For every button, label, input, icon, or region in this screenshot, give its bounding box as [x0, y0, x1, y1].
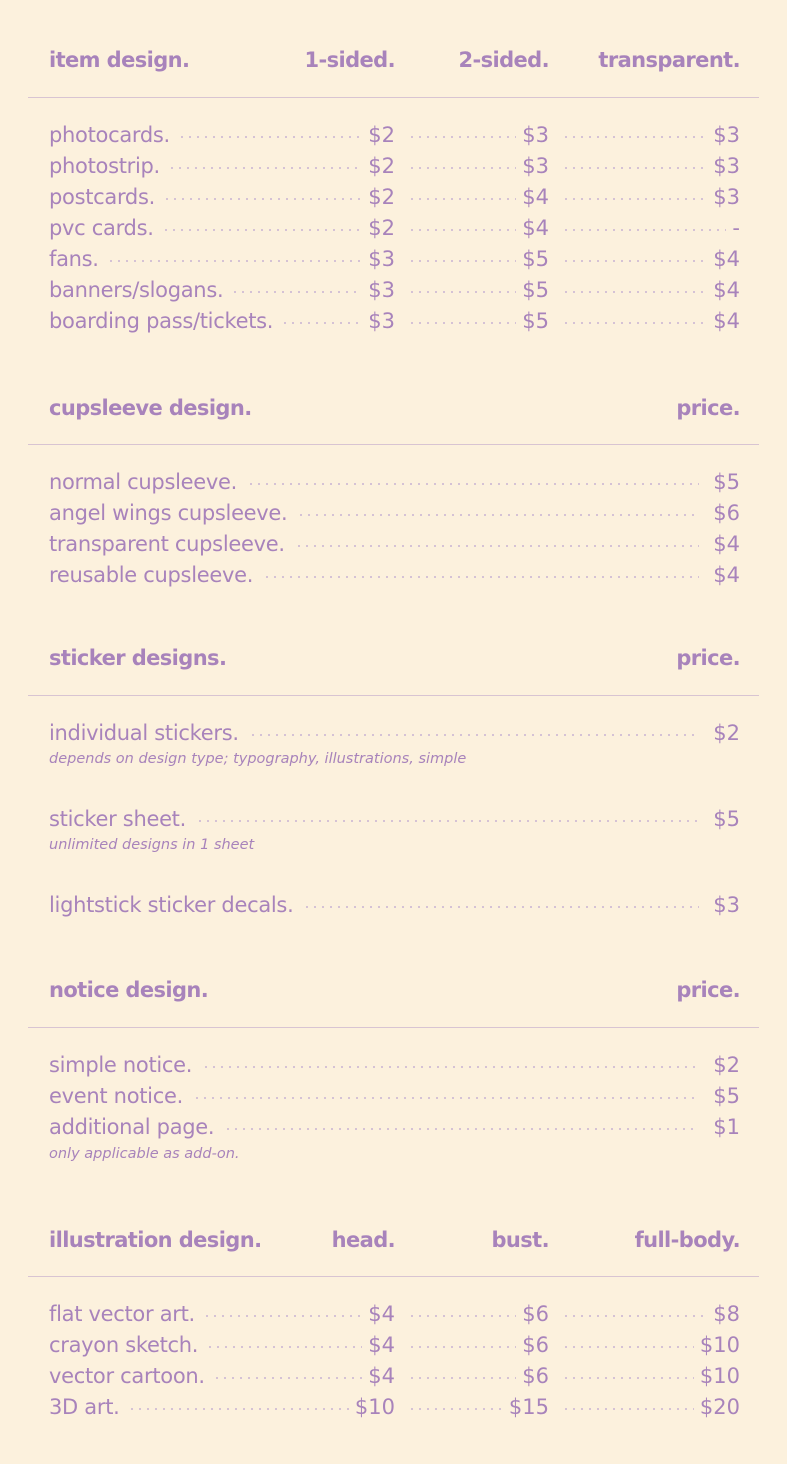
price-value: $4 — [713, 563, 740, 587]
section-title: item design. — [49, 48, 190, 72]
item-name: simple notice. — [49, 1053, 193, 1077]
leader-dots — [178, 136, 362, 138]
section-header — [0, 45, 787, 75]
list-item — [0, 244, 787, 274]
list-item — [0, 1112, 787, 1142]
price-value: $5 — [713, 1084, 740, 1108]
price-value: $5 — [713, 470, 740, 494]
section-header — [0, 643, 787, 673]
price-value: $6 — [522, 1302, 549, 1326]
list-item — [0, 1361, 787, 1391]
section-divider — [28, 97, 759, 98]
leader-dots — [562, 291, 707, 293]
list-item — [0, 1330, 787, 1360]
section-divider — [28, 1276, 759, 1277]
leader-dots — [128, 1408, 349, 1410]
list-item — [0, 718, 787, 748]
price-value: $5 — [713, 807, 740, 831]
leader-dots — [162, 229, 363, 231]
leader-dots — [263, 576, 699, 578]
list-item — [0, 1050, 787, 1080]
item-name: vector cartoon. — [49, 1364, 205, 1388]
column-header: bust. — [491, 1228, 549, 1252]
price-value: $3 — [713, 123, 740, 147]
price-value: $2 — [368, 185, 395, 209]
leader-dots — [193, 1097, 699, 1099]
leader-dots — [562, 1346, 694, 1348]
price-value: $4 — [713, 247, 740, 271]
price-value: $3 — [522, 154, 549, 178]
list-item — [0, 1392, 787, 1422]
item-name: individual stickers. — [49, 721, 239, 745]
section-header — [0, 1225, 787, 1255]
leader-dots — [408, 136, 516, 138]
item-name: flat vector art. — [49, 1302, 195, 1326]
price-value: $3 — [713, 185, 740, 209]
price-value: $3 — [368, 309, 395, 333]
list-item — [0, 182, 787, 212]
leader-dots — [562, 322, 707, 324]
section-title: notice design. — [49, 978, 209, 1002]
price-value: $4 — [522, 216, 549, 240]
item-name: angel wings cupsleeve. — [49, 501, 288, 525]
leader-dots — [295, 545, 700, 547]
price-value: $1 — [713, 1115, 740, 1139]
leader-dots — [562, 198, 707, 200]
price-value: $6 — [522, 1364, 549, 1388]
leader-dots — [408, 322, 516, 324]
list-item — [0, 804, 787, 834]
leader-dots — [224, 1128, 699, 1130]
price-value: $3 — [522, 123, 549, 147]
price-value: $2 — [713, 721, 740, 745]
leader-dots — [303, 906, 699, 908]
leader-dots — [202, 1066, 699, 1068]
price-value: $4 — [368, 1302, 395, 1326]
leader-dots — [213, 1377, 363, 1379]
leader-dots — [297, 514, 699, 516]
list-item — [0, 213, 787, 243]
section-divider — [28, 1027, 759, 1028]
leader-dots — [408, 1346, 516, 1348]
price-value: $8 — [713, 1302, 740, 1326]
price-value: $2 — [713, 1053, 740, 1077]
price-value: $2 — [368, 154, 395, 178]
item-note: only applicable as add-on. — [49, 1146, 240, 1162]
leader-dots — [281, 322, 362, 324]
leader-dots — [196, 820, 699, 822]
price-value: $4 — [368, 1333, 395, 1357]
item-name: event notice. — [49, 1084, 183, 1108]
price-value: $10 — [699, 1364, 740, 1388]
item-name: lightstick sticker decals. — [49, 893, 294, 917]
price-value: $3 — [368, 247, 395, 271]
column-header: price. — [676, 396, 740, 420]
price-value: $6 — [713, 501, 740, 525]
item-name: fans. — [49, 247, 99, 271]
leader-dots — [168, 167, 362, 169]
item-name: additional page. — [49, 1115, 215, 1139]
price-value: $15 — [508, 1395, 549, 1419]
list-item — [0, 498, 787, 528]
item-name: reusable cupsleeve. — [49, 563, 254, 587]
section-header — [0, 393, 787, 423]
section-title: cupsleeve design. — [49, 396, 252, 420]
price-value: $3 — [368, 278, 395, 302]
list-item — [0, 1081, 787, 1111]
list-item — [0, 1299, 787, 1329]
section-header — [0, 975, 787, 1005]
price-value: $5 — [522, 309, 549, 333]
price-value: $4 — [368, 1364, 395, 1388]
column-header: transparent. — [598, 48, 740, 72]
leader-dots — [107, 260, 363, 262]
list-item — [0, 275, 787, 305]
item-note: depends on design type; typography, illustrations, simple — [49, 751, 467, 767]
price-value: $4 — [713, 532, 740, 556]
item-name: pvc cards. — [49, 216, 154, 240]
price-value: $4 — [522, 185, 549, 209]
column-header: 2-sided. — [458, 48, 549, 72]
leader-dots — [408, 198, 516, 200]
section-divider — [28, 695, 759, 696]
column-header: 1-sided. — [304, 48, 395, 72]
leader-dots — [408, 1315, 516, 1317]
leader-dots — [562, 167, 707, 169]
column-header: head. — [331, 1228, 395, 1252]
list-item — [0, 890, 787, 920]
price-value: - — [732, 216, 740, 240]
item-name: sticker sheet. — [49, 807, 186, 831]
item-name: normal cupsleeve. — [49, 470, 237, 494]
leader-dots — [408, 1377, 516, 1379]
leader-dots — [163, 198, 362, 200]
item-note: unlimited designs in 1 sheet — [49, 837, 255, 853]
price-value: $2 — [368, 123, 395, 147]
leader-dots — [408, 167, 516, 169]
section-title: illustration design. — [49, 1228, 262, 1252]
list-item — [0, 560, 787, 590]
leader-dots — [562, 1377, 694, 1379]
item-name: banners/slogans. — [49, 278, 224, 302]
list-item — [0, 151, 787, 181]
item-name: photocards. — [49, 123, 170, 147]
column-header: full-body. — [634, 1228, 740, 1252]
price-value: $10 — [354, 1395, 395, 1419]
leader-dots — [247, 483, 699, 485]
price-value: $3 — [713, 154, 740, 178]
leader-dots — [249, 734, 700, 736]
leader-dots — [203, 1315, 362, 1317]
item-name: postcards. — [49, 185, 155, 209]
leader-dots — [408, 260, 516, 262]
price-value: $2 — [368, 216, 395, 240]
leader-dots — [206, 1346, 362, 1348]
item-name: crayon sketch. — [49, 1333, 199, 1357]
item-name: 3D art. — [49, 1395, 120, 1419]
price-value: $3 — [713, 893, 740, 917]
leader-dots — [562, 136, 707, 138]
leader-dots — [562, 1315, 707, 1317]
leader-dots — [408, 291, 516, 293]
section-title: sticker designs. — [49, 646, 227, 670]
price-value: $4 — [713, 278, 740, 302]
leader-dots — [562, 260, 707, 262]
leader-dots — [562, 1408, 694, 1410]
column-header: price. — [676, 646, 740, 670]
leader-dots — [562, 229, 726, 231]
list-item — [0, 467, 787, 497]
section-divider — [28, 444, 759, 445]
item-name: transparent cupsleeve. — [49, 532, 285, 556]
list-item — [0, 529, 787, 559]
item-name: photostrip. — [49, 154, 160, 178]
price-value: $4 — [713, 309, 740, 333]
price-value: $10 — [699, 1333, 740, 1357]
price-value: $5 — [522, 278, 549, 302]
leader-dots — [408, 229, 516, 231]
price-value: $20 — [699, 1395, 740, 1419]
price-value: $5 — [522, 247, 549, 271]
item-name: boarding pass/tickets. — [49, 309, 274, 333]
list-item — [0, 306, 787, 336]
list-item — [0, 120, 787, 150]
column-header: price. — [676, 978, 740, 1002]
leader-dots — [408, 1408, 503, 1410]
price-value: $6 — [522, 1333, 549, 1357]
leader-dots — [231, 291, 362, 293]
